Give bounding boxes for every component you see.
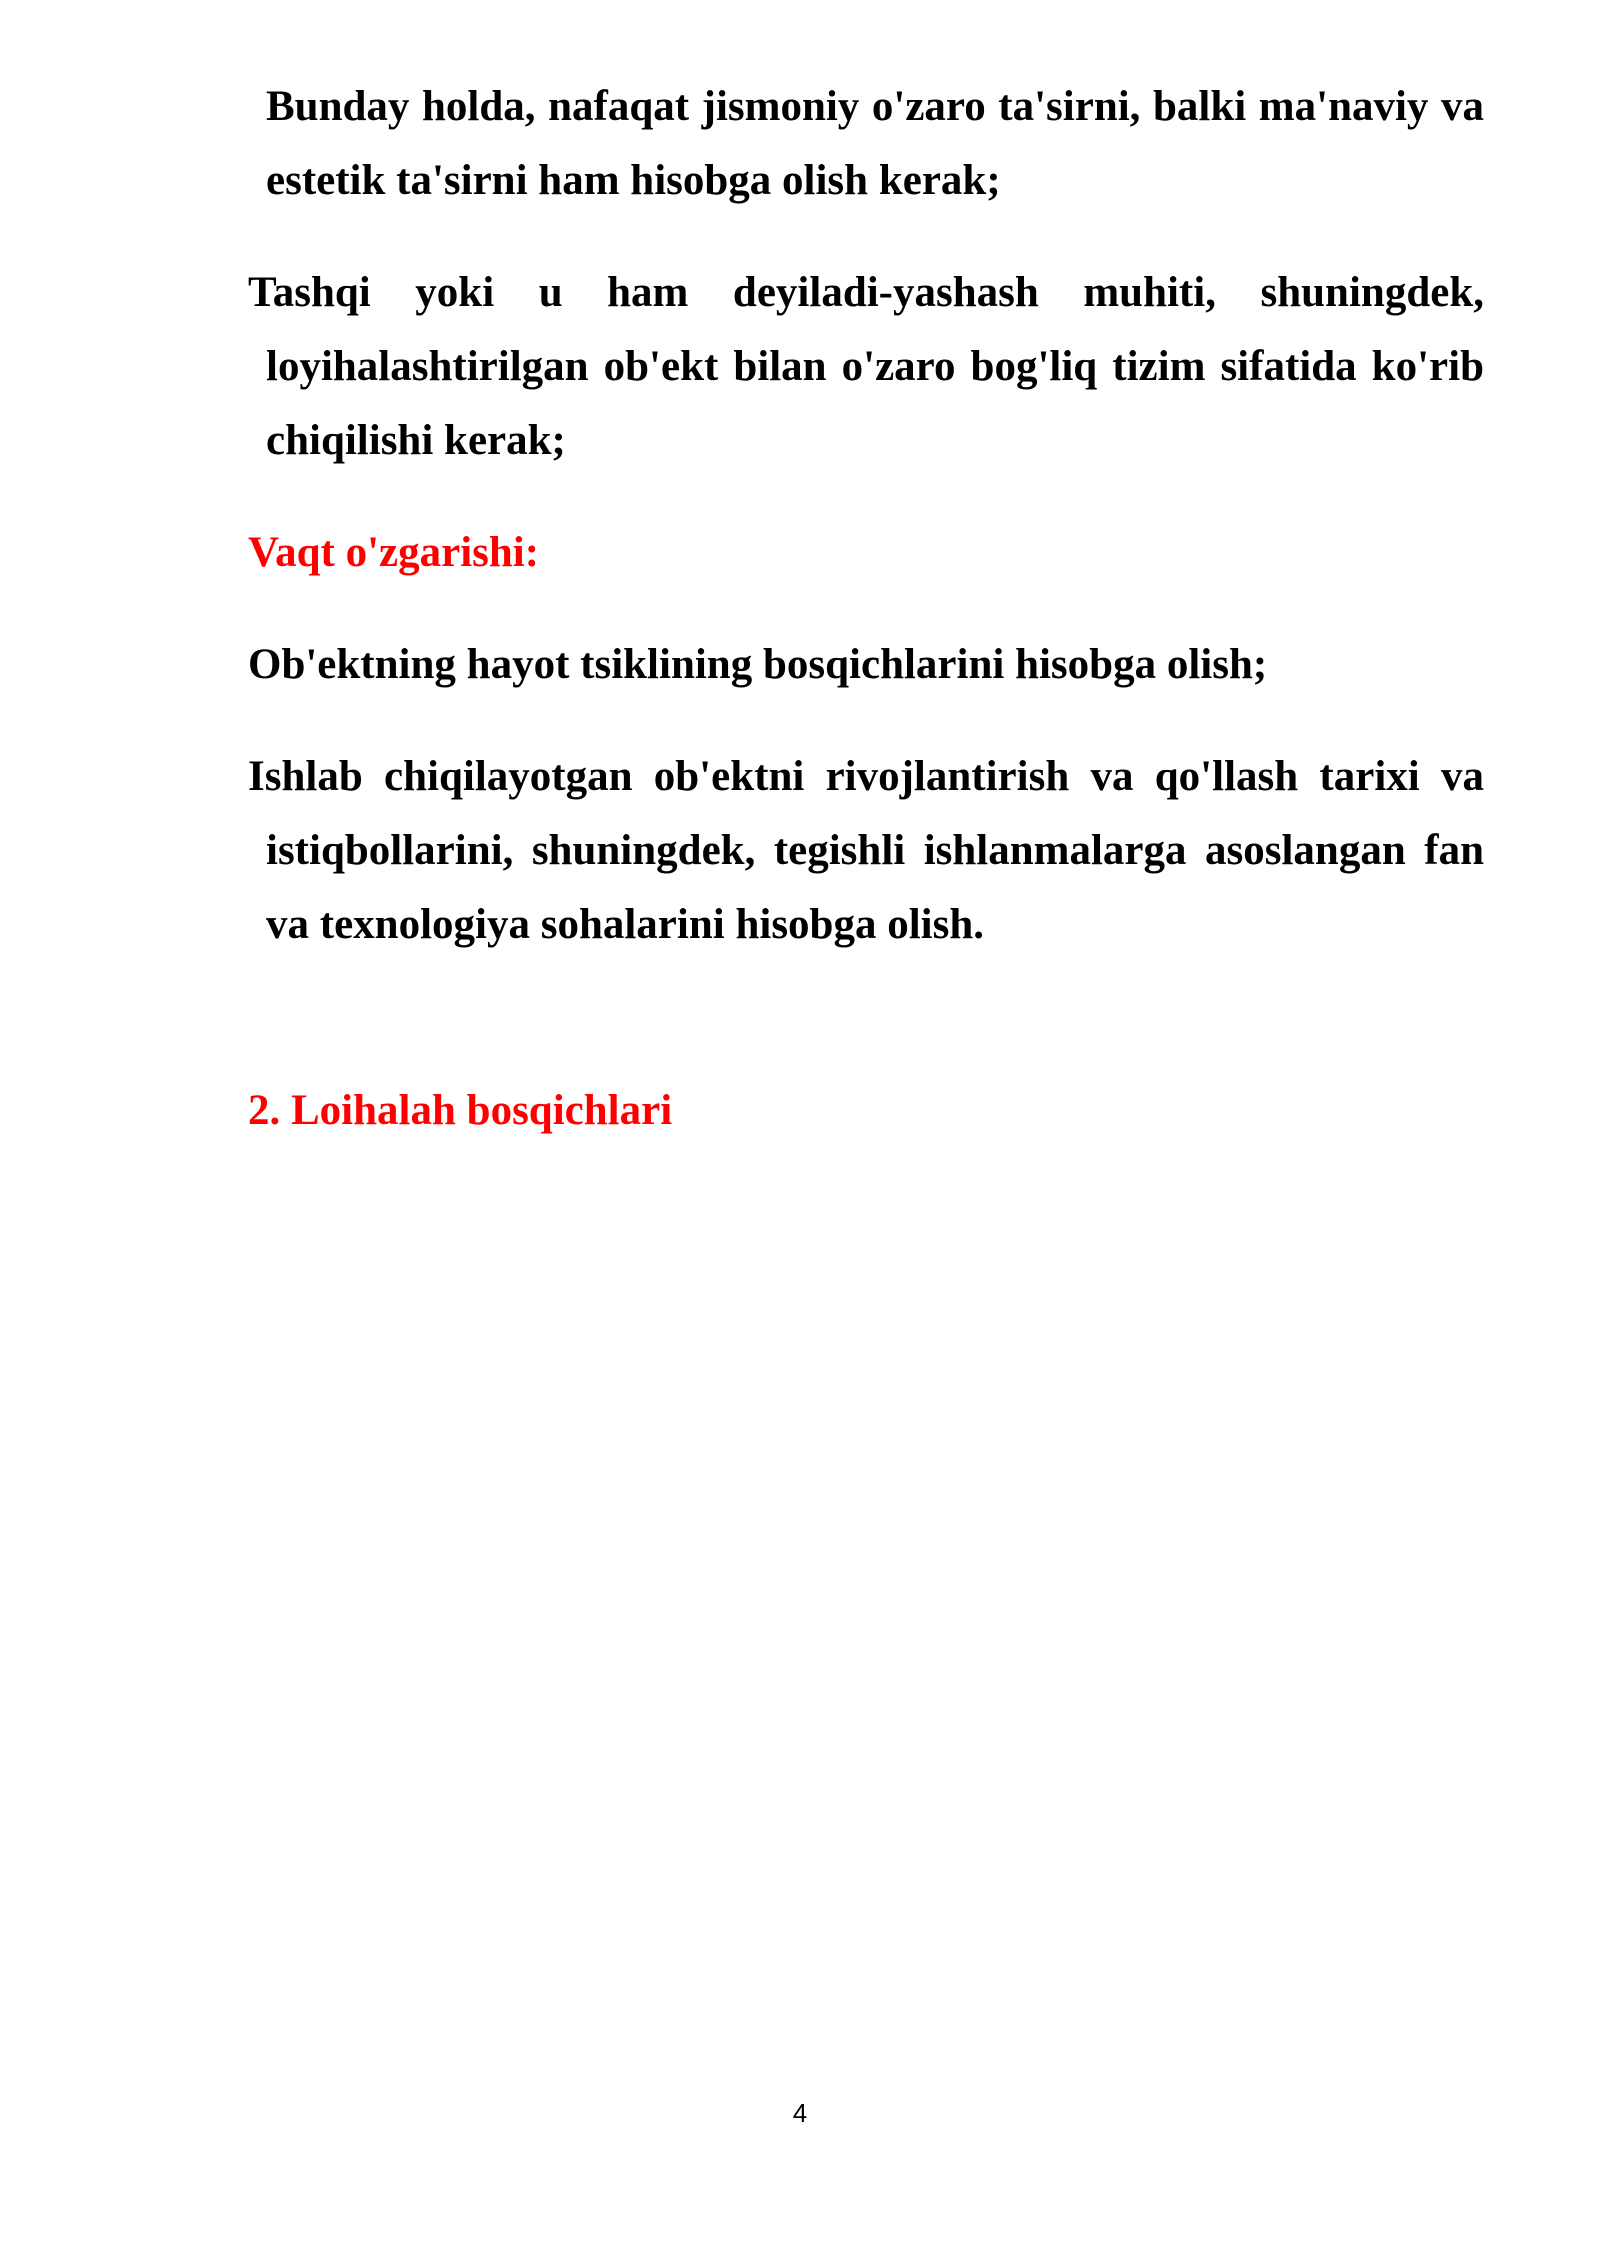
page-number: 4 bbox=[792, 2098, 808, 2128]
paragraph-external-environment: Tashqi yoki u ham deyiladi-yashash muhiti, shuningdek, loyihalashtirilgan ob'ekt bilan o'zaro bog'liq tizim sifatida ko'rib chiqilishi kerak; bbox=[248, 269, 1484, 464]
paragraph-history-prospects: Ishlab chiqilayotgan ob'ektni rivojlantirish va qo'llash tarixi va istiqbollarini, shuningdek, tegishli ishlanmalarga asoslangan fan va texnologiya sohalarini hisobga olish. bbox=[248, 753, 1484, 948]
heading-time-change: Vaqt o'zgarishi: bbox=[248, 529, 540, 576]
page-content bbox=[248, 70, 1484, 1148]
paragraph-physical-aesthetic: Bunday holda, nafaqat jismoniy o'zaro ta'sirni, balki ma'naviy va estetik ta'sirni ham hisobga olish kerak; bbox=[266, 83, 1484, 204]
section-heading-design-stages: 2. Loihalah bosqichlari bbox=[248, 1087, 673, 1134]
paragraph-life-cycle: Ob'ektning hayot tsiklining bosqichlarini hisobga olish; bbox=[248, 641, 1268, 688]
